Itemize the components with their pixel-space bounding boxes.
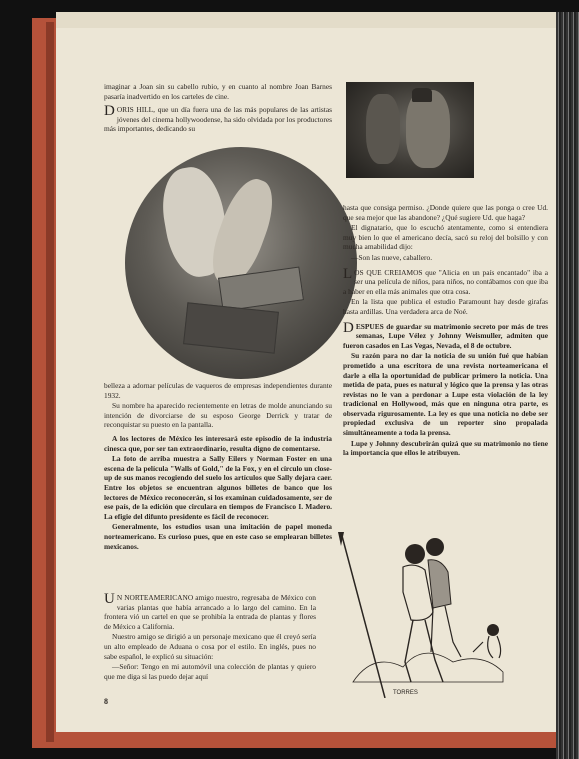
drop-cap: D bbox=[104, 103, 115, 120]
paragraph: —Son las nueve, caballero. bbox=[351, 252, 433, 262]
paragraph-text: ESPUES de guardar su matrimonio secreto por más de tres semanas, Lupe Vélez y Johnny Weismuller, admiten que fueron casados en Las Vegas, Nevada, el 8 de octubre. bbox=[343, 321, 548, 350]
paragraph: belleza a adornar películas de vaqueros de empresas independientes durante 1932. bbox=[104, 381, 332, 400]
illustration-head-man bbox=[405, 544, 425, 564]
film-still-photo bbox=[346, 82, 474, 178]
paragraph: —Señor: Tengo en mi automóvil una colección de plantas y quiero que me diga si las puedo dejar aquí bbox=[104, 662, 316, 681]
paragraph-bold: Lupe y Johnny descubrirán quizá que su matrimonio no tiene la importancia que ellos le atribuyen. bbox=[343, 438, 548, 458]
paragraph-bold: A los lectores de México les interesará este episodio de la industria cinesca que, por ser tan extraordinario, resulta digno de comentarse. bbox=[104, 433, 332, 453]
page-stack-edge bbox=[556, 12, 579, 759]
drop-cap: D bbox=[343, 319, 354, 336]
photo-figure-woman bbox=[366, 94, 400, 164]
drop-cap: L bbox=[343, 265, 353, 282]
paragraph-norteamericano bbox=[104, 593, 316, 631]
paragraph: hasta que consiga permiso. ¿Donde quiere que las ponga o cree Ud. que sea mejor que las abandone? ¿Qué sugiere Ud. que haga? bbox=[343, 203, 548, 222]
illustration-legs-woman bbox=[431, 606, 461, 657]
photo-hat bbox=[412, 88, 432, 102]
article-right bbox=[343, 203, 548, 459]
illustration-spear bbox=[341, 532, 385, 698]
illustration-head-woman bbox=[426, 538, 444, 556]
article-left-bottom bbox=[104, 593, 316, 682]
paragraph-bold: Generalmente, los estudios usan una imitación de papel moneda norteamericano. Es curioso pues, que en este caso se emplearan billetes mexicanos. bbox=[104, 522, 332, 551]
article-left-top bbox=[104, 82, 332, 135]
close-up-hands-photo bbox=[125, 147, 357, 379]
paragraph-doris-hill bbox=[104, 105, 332, 134]
paragraph: Su nombre ha aparecido recientemente en letras de molde anunciando su intención de divorciarse de su esposo George Derrick y tratar de reconquistar su puesto en la pantalla. bbox=[104, 401, 332, 430]
paragraph: Nuestro amigo se dirigió a un personaje mexicano que él creyó sería un alto empleado de Aduana o cosa por el estilo. En inglés, pues no sabe español, le explicó su situación: bbox=[104, 632, 316, 661]
paragraph-bold: La foto de arriba muestra a Sally Eilers y Norman Foster en una escena de la película "Walls of Gold," de la Fox, y en el círculo un close-up de sus manos recogiendo del suelo los artículos que Sally dejara caer. Entre los objetos se encuentran algunos billetes de banco que los lectores de México reconocerán, si los examinan cuidadosamente, ser de ese país, de la edición que circulara en tiempos de Francisco I. Madero. La efigie del difunto presidente es fácil de reconocer. bbox=[104, 454, 332, 521]
page-top-fold bbox=[56, 12, 556, 28]
illustration-legs bbox=[405, 620, 443, 682]
paragraph-text: ORIS HILL, que un día fuera una de las más populares de las artistas jóvenes del cinema hollywoodense, ha sido olvidada por los productores más importantes, dedicando su bbox=[104, 105, 332, 134]
tarzan-jane-illustration bbox=[333, 532, 521, 698]
drop-cap: U bbox=[104, 591, 115, 607]
paragraph-lupe-velez bbox=[343, 319, 548, 351]
illustration-monkey-head bbox=[487, 624, 499, 636]
paragraph-bold: Su razón para no dar la noticia de su unión fué que habían prometido a una escritora de una revista norteamericana el darle a ella la oportunidad de publicar primero la noticia. Una metida de pata, pues es natural y lógico que la prensa y las otras revistas no le van a perdonar a Lupe esta violación de la ley tradicional en Hollywood, más que en ninguna otra parte, es observada rigurosamente. La ley es que una noticia no debe ser propiedad exclusiva de un reporter sino propalada simultáneamente a toda la prensa. bbox=[343, 351, 548, 438]
paragraph-alicia bbox=[343, 265, 548, 297]
page-number: 8 bbox=[104, 697, 108, 706]
illustration-monkey bbox=[473, 636, 501, 658]
paragraph: El dignatario, que lo escuchó atentamente, como si entendiera muy bien lo que el americano decía, sacó su reloj del bolsillo y con mucha amabilidad dijo: bbox=[343, 223, 548, 252]
binder-spine bbox=[46, 22, 54, 742]
paragraph-text: OS QUE CREIAMOS que "Alicia en un país encantado" iba a ser una película de niños, para niños, no contábamos con que iba a haber en ella más animales que otra cosa. bbox=[343, 267, 548, 296]
illustration-hills bbox=[353, 653, 503, 682]
photo-wallet bbox=[183, 302, 279, 353]
article-left-middle bbox=[104, 381, 332, 552]
illustration-signature: TORRES bbox=[393, 690, 418, 696]
paragraph: En la lista que publica el estudio Paramount hay desde girafas hasta ardillas. Una verdadera arca de Noé. bbox=[343, 297, 548, 316]
illustration-body-man bbox=[403, 565, 433, 620]
paragraph: imaginar a Joan sin su cabello rubio, y en cuanto al nombre Joan Barnes pasaría inadvertido en los carteles de cine. bbox=[104, 82, 332, 101]
paragraph-text: N NORTEAMERICANO amigo nuestro, regresaba de México con varias plantas que había arrancado a lo largo del camino. En la frontera vió un cartel en que se prohibía la entrada de plantas y flores de México a California. bbox=[104, 593, 316, 631]
